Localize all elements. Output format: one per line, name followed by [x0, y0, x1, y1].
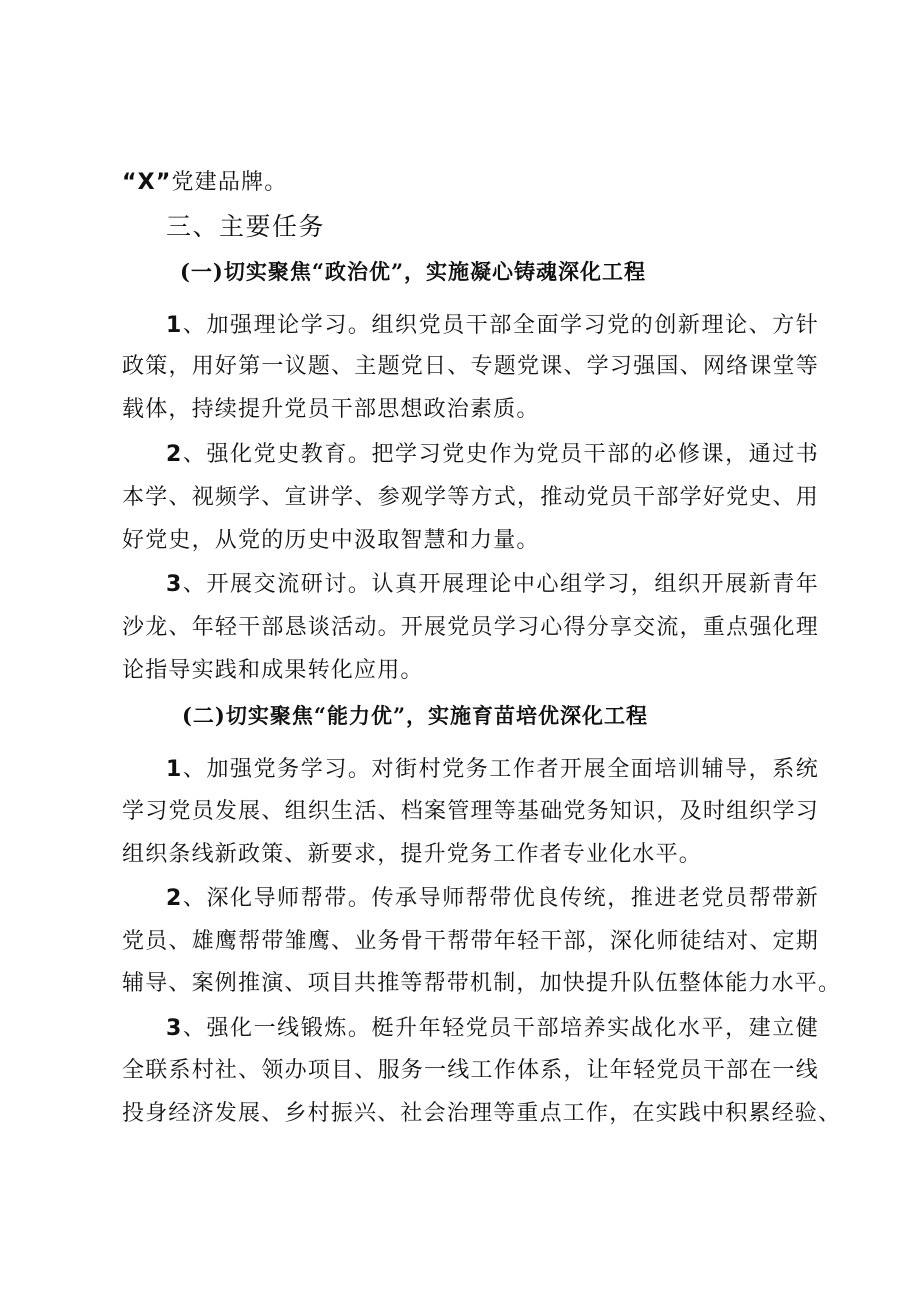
section-heading: 三、主要任务	[166, 212, 326, 241]
paragraph-number: 3	[166, 572, 183, 597]
paragraph-5-line-3: 辅导、案例推演、项目共推等帮带机制，加快提升队伍整体能力水平。	[122, 971, 842, 996]
paragraph-2-line-3: 好党史，从党的历史中汲取智慧和力量。	[122, 528, 540, 553]
paragraph-2-line-1: 2、强化党史教育。把学习党史作为党员干部的必修课，通过书	[166, 442, 819, 467]
paragraph-number: 1	[166, 313, 183, 338]
paragraph-1-line-2: 政策，用好第一议题、主题党日、专题党课、学习强国、网络课堂等	[122, 354, 819, 379]
continued-text: 党建品牌。	[171, 170, 288, 195]
paragraph-number: 1	[166, 757, 183, 782]
paragraph-2-line-2: 本学、视频学、宣讲学、参观学等方式，推动党员干部学好党史、用	[122, 485, 819, 510]
paragraph-number: 2	[166, 886, 183, 911]
x-brand-quote: “X”	[122, 170, 172, 195]
paragraph-1-line-1: 1、加强理论学习。组织党员干部全面学习党的创新理论、方针	[166, 313, 819, 338]
paragraph-6-line-2: 全联系村社、领办项目、服务一线工作体系，让年轻党员干部在一线	[122, 1058, 819, 1083]
subsection-heading-2: (二)切实聚焦“能力优”，实施育苗培优深化工程	[182, 703, 649, 728]
continued-line	[122, 168, 288, 198]
paragraph-number: 3	[166, 1016, 183, 1041]
paragraph-5-line-1: 2、深化导师帮带。传承导师帮带优良传统，推进老党员帮带新	[166, 886, 819, 911]
paragraph-5-line-2: 党员、雄鹰帮带雏鹰、业务骨干帮带年轻干部，深化师徒结对、定期	[122, 929, 819, 954]
paragraph-3-line-3: 论指导实践和成果转化应用。	[122, 658, 424, 683]
paragraph-6-line-1: 3、强化一线锻炼。梃升年轻党员干部培养实战化水平，建立健	[166, 1016, 819, 1041]
paragraph-4-line-2: 学习党员发展、组织生活、档案管理等基础党务知识，及时组织学习	[122, 799, 819, 824]
paragraph-4-line-1: 1、加强党务学习。对街村党务工作者开展全面培训辅导，系统	[166, 757, 819, 782]
paragraph-3-line-1: 3、开展交流研讨。认真开展理论中心组学习，组织开展新青年	[166, 572, 819, 597]
paragraph-6-line-3: 投身经济发展、乡村振兴、社会治理等重点工作，在实践中积累经验、	[122, 1101, 842, 1126]
paragraph-4-line-3: 组织条线新政策、新要求，提升党务工作者专业化水平。	[122, 842, 703, 867]
paragraph-number: 2	[166, 442, 183, 467]
subsection-heading-1: (一)切实聚焦“政治优”，实施凝心铸魂深化工程	[180, 259, 647, 284]
paragraph-3-line-2: 沙龙、年轻干部恳谈活动。开展党员学习心得分享交流，重点强化理	[122, 615, 819, 640]
paragraph-1-line-3: 载体，持续提升党员干部思想政治素质。	[122, 397, 540, 422]
